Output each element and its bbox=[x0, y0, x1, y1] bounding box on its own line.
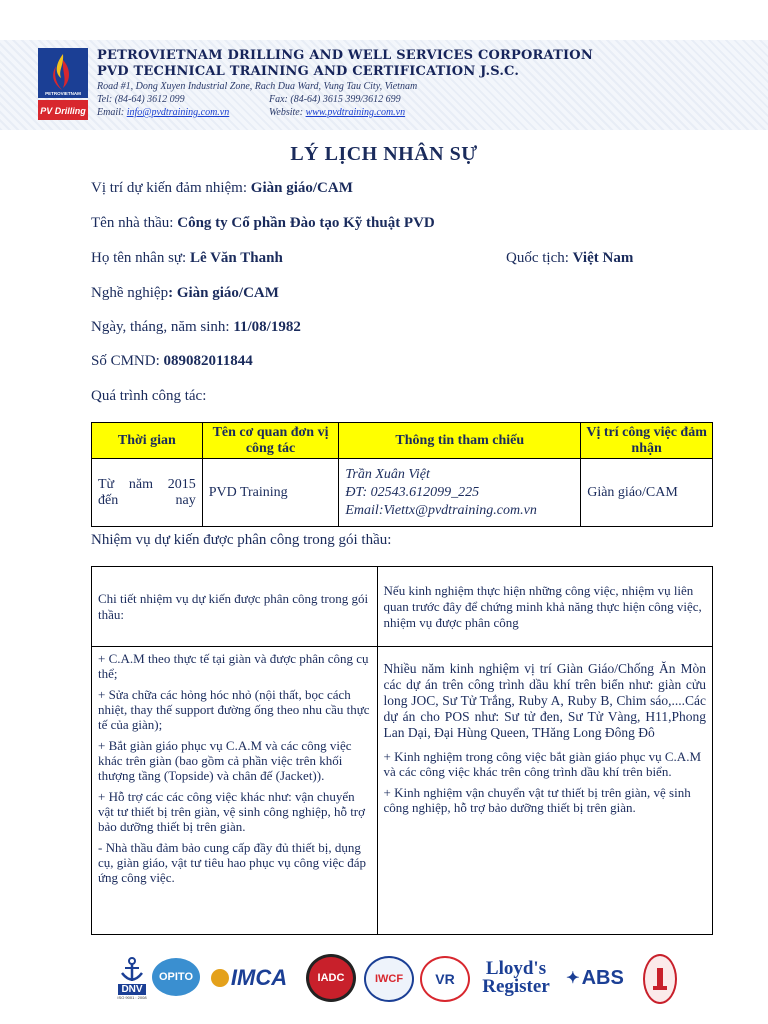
col-header-time: Thời gian bbox=[92, 423, 203, 459]
web-row bbox=[97, 106, 593, 119]
duty-item: + Hỗ trợ các các công việc khác như: vận chuyển vật tư thiết bị trên giàn, vệ sinh công nghiệp, hỗ trợ bảo dưỡng thiết bị trên giàn. bbox=[98, 789, 366, 834]
duties-header-row bbox=[92, 567, 713, 647]
position-field bbox=[91, 180, 353, 197]
dnv-iso: ISO 9001 : 2008 bbox=[117, 994, 147, 1000]
company-tel: Tel: (84-64) 3612 099 bbox=[97, 94, 185, 105]
ref-phone: ĐT: 02543.612099_225 bbox=[345, 484, 480, 500]
company-name: PETROVIETNAM DRILLING AND WELL SERVICES CORPORATION bbox=[97, 48, 593, 63]
duties-label: Nhiệm vụ dự kiến được phân công trong gói thầu: bbox=[91, 532, 392, 548]
certification-logos bbox=[0, 950, 768, 1010]
cell-reference bbox=[339, 459, 581, 527]
logo-text-top: PETROVIETNAM bbox=[45, 91, 81, 96]
occupation-label: Nghề nghiệp bbox=[91, 285, 169, 301]
contractor-field bbox=[91, 215, 435, 232]
cell-time: Từ năm 2015 đến nay bbox=[92, 459, 203, 527]
company-info bbox=[97, 48, 593, 119]
lloyds-text: Lloyd's bbox=[485, 958, 547, 979]
id-label: Số CMND: bbox=[91, 353, 160, 369]
ref-name: Trần Xuân Việt bbox=[345, 466, 430, 482]
nationality-value: Việt Nam bbox=[572, 250, 634, 266]
emblem-logo bbox=[643, 954, 677, 1004]
id-value: 089082011844 bbox=[163, 353, 253, 369]
name-value: Lê Văn Thanh bbox=[189, 250, 283, 266]
duty-item: + Bắt giàn giáo phục vụ C.A.M và các công việc khác trên giàn (bao gồm cả phần việc trên khối thượng tầng (Topside) và chân đế (Jacket)). bbox=[98, 738, 352, 783]
contractor-label: Tên nhà thầu: bbox=[91, 215, 174, 231]
logo-text-bottom: PV Drilling bbox=[40, 106, 86, 116]
dnv-logo bbox=[117, 950, 147, 1005]
dnv-text: DNV bbox=[118, 984, 145, 995]
imca-logo bbox=[204, 964, 294, 992]
abs-logo bbox=[556, 964, 634, 992]
document-title: LÝ LỊCH NHÂN SỰ bbox=[290, 143, 478, 165]
duties-table bbox=[91, 566, 713, 935]
position-label: Vị trí dự kiến đảm nhiệm: bbox=[91, 180, 248, 196]
pv-drilling-logo bbox=[38, 48, 88, 120]
duty-item: + Sửa chữa các hỏng hóc nhỏ (nội thất, bọc cách nhiệt, thay thế support đường ống theo nhu cầu thực tế của giàn); bbox=[98, 687, 370, 732]
duty-item: + C.A.M theo thực tế tại giàn và được phân công cụ thể; bbox=[98, 651, 369, 681]
vr-logo: VR bbox=[420, 956, 470, 1002]
lloyds-register-logo bbox=[480, 958, 552, 998]
imca-globe-icon bbox=[211, 969, 229, 987]
dob-value: 11/08/1982 bbox=[233, 319, 301, 335]
col-header-org: Tên cơ quan đơn vị công tác bbox=[202, 423, 339, 459]
register-text: Register bbox=[482, 976, 550, 997]
ref-email: Email:Viettx@pvdtraining.com.vn bbox=[345, 502, 537, 518]
experience-item: + Kinh nghiệm vận chuyển vật tư thiết bị trên giàn, vệ sinh công nghiệp, hỗ trợ bảo dưỡng thiết bị trên giàn. bbox=[383, 785, 691, 815]
nationality-field bbox=[506, 250, 633, 267]
occupation-value: Giàn giáo/CAM bbox=[176, 285, 279, 301]
dob-field bbox=[91, 319, 301, 336]
occupation-field: Nghề nghiệp: Giàn giáo/CAM bbox=[91, 285, 279, 301]
work-history-label: Quá trình công tác: bbox=[91, 388, 207, 404]
email-link[interactable]: info@pvdtraining.com.vn bbox=[126, 107, 230, 118]
company-address: Road #1, Dong Xuyen Industrial Zone, Rach Dua Ward, Vung Tau City, Vietnam bbox=[97, 81, 418, 92]
duty-item: - Nhà thầu đảm bảo cung cấp đầy đủ thiết bị, dụng cụ, giàn giáo, vật tư tiêu hao phục vụ công việc đáp ứng công việc. bbox=[98, 840, 367, 885]
opito-logo: OPITO bbox=[152, 958, 200, 996]
name-field bbox=[91, 250, 283, 267]
table-header-row bbox=[92, 423, 713, 459]
iwcf-logo: IWCF bbox=[364, 956, 414, 1002]
duties-left-cell bbox=[92, 647, 378, 935]
duties-right-cell bbox=[377, 647, 712, 935]
abs-text: ABS bbox=[581, 966, 624, 989]
id-field bbox=[91, 353, 253, 370]
anchor-icon bbox=[119, 956, 145, 984]
duties-header-right: Nếu kinh nghiệm thực hiện những công việc, nhiệm vụ liên quan trước đây để chứng minh khả năng thực hiện công việc, nhiệm vụ được phân công bbox=[377, 567, 712, 647]
website-label: Website: bbox=[269, 107, 304, 118]
contractor-value: Công ty Cổ phần Đào tạo Kỹ thuật PVD bbox=[177, 215, 435, 231]
table-row bbox=[92, 459, 713, 527]
experience-item: + Kinh nghiệm trong công việc bắt giàn giáo phục vụ C.A.M và các công việc khác trên công trình dầu khí trên biển. bbox=[383, 749, 702, 779]
emblem-icon bbox=[651, 964, 669, 994]
work-history-table bbox=[91, 422, 713, 527]
website-link[interactable]: www.pvdtraining.com.vn bbox=[305, 107, 406, 118]
col-header-position: Vị trí công việc đảm nhận bbox=[581, 423, 713, 459]
eagle-icon: ✦ bbox=[566, 970, 580, 987]
cell-org: PVD Training bbox=[202, 459, 339, 527]
duties-body-row bbox=[92, 647, 713, 935]
company-fax: Fax: (84-64) 3615 399/3612 699 bbox=[269, 94, 401, 105]
nationality-label: Quốc tịch: bbox=[506, 250, 569, 266]
company-subname: PVD TECHNICAL TRAINING AND CERTIFICATION J.S.C. bbox=[97, 64, 520, 79]
email-label: Email: bbox=[97, 107, 125, 118]
position-value: Giàn giáo/CAM bbox=[250, 180, 353, 196]
experience-main: Nhiều năm kinh nghiệm vị trí Giàn Giáo/Chống Ăn Mòn các dự án trên công trình dầu khí trên biển như: giàn cửu long JOC, Sư Tử Trắng, Ruby A, Ruby B, Chim sáo,....Các dự án cho POS như: Sư tử đen, Sư Tử Vàng, H11,Phong Lan Dại, Đại Hùng Queen, THăng Long Đông Đô bbox=[383, 661, 706, 740]
name-label: Họ tên nhân sự: bbox=[91, 250, 187, 266]
cell-position: Giàn giáo/CAM bbox=[581, 459, 713, 527]
iadc-logo: IADC bbox=[306, 954, 356, 1002]
contact-row bbox=[97, 93, 593, 106]
col-header-reference: Thông tin tham chiếu bbox=[339, 423, 581, 459]
imca-text: IMCA bbox=[230, 965, 288, 990]
duties-header-left: Chi tiết nhiệm vụ dự kiến được phân công trong gói thầu: bbox=[92, 567, 378, 647]
dob-label: Ngày, tháng, năm sinh: bbox=[91, 319, 230, 335]
